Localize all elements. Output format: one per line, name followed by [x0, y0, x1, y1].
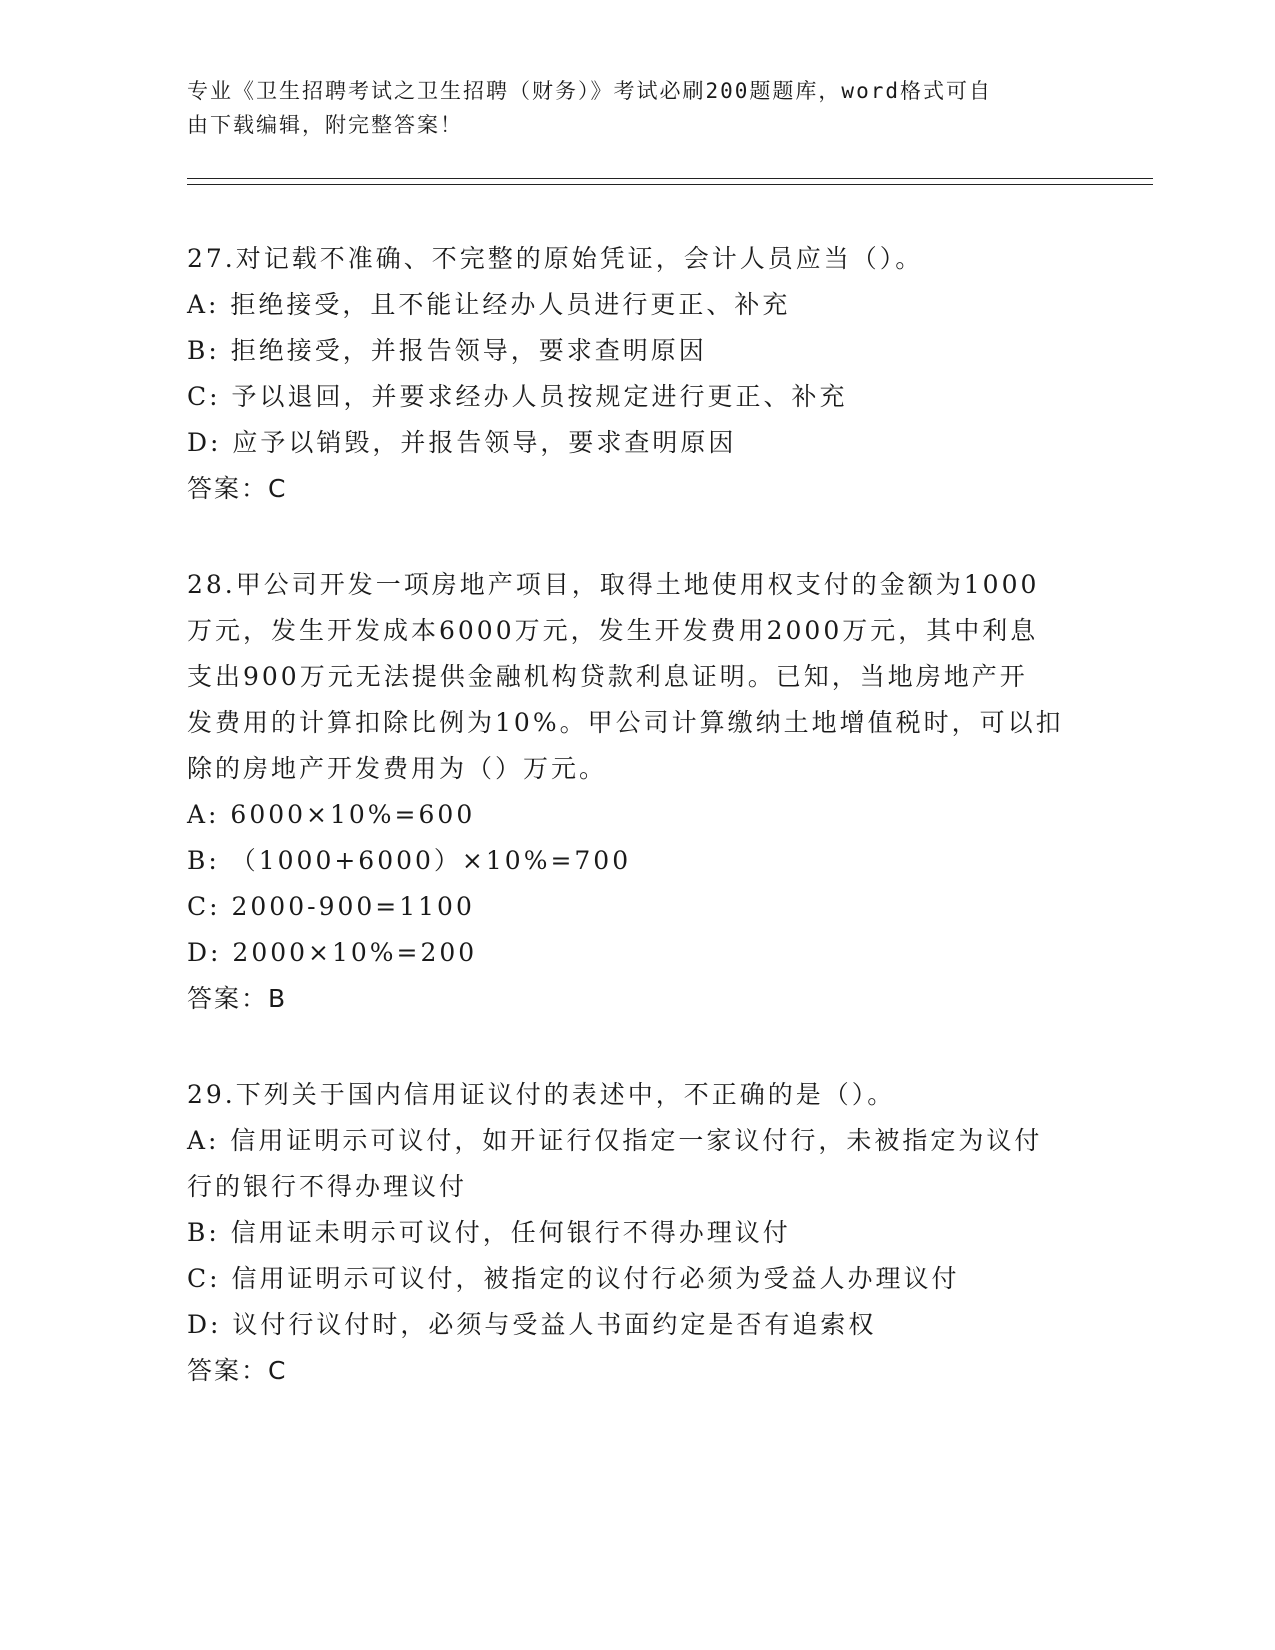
- option-b: B: 拒绝接受，并报告领导，要求查明原因: [187, 336, 707, 365]
- question-29: [187, 1072, 1087, 1394]
- answer: 答案：C: [187, 474, 288, 503]
- option-d: D: 应予以销毁，并报告领导，要求查明原因: [187, 428, 737, 457]
- question-stem: 万元，发生开发成本6000万元，发生开发费用2000万元，其中利息: [187, 616, 1039, 645]
- question-stem: 支出900万元无法提供金融机构贷款利息证明。已知，当地房地产开: [187, 662, 1028, 691]
- header-divider: [187, 178, 1153, 179]
- question-stem: 29.下列关于国内信用证议付的表述中，不正确的是（）。: [187, 1080, 896, 1109]
- header-divider: [187, 184, 1153, 185]
- option-d: D: 议付行议付时，必须与受益人书面约定是否有追索权: [187, 1310, 877, 1339]
- option-c: C: 予以退回，并要求经办人员按规定进行更正、补充: [187, 382, 848, 411]
- answer: 答案：B: [187, 984, 288, 1013]
- answer: 答案：C: [187, 1356, 288, 1385]
- document-header: [187, 74, 1087, 142]
- option-c: C: 2000-900=1100: [187, 892, 475, 921]
- question-stem: 发费用的计算扣除比例为10%。甲公司计算缴纳土地增值税时，可以扣: [187, 708, 1064, 737]
- option-b: B: 信用证未明示可议付，任何银行不得办理议付: [187, 1218, 791, 1247]
- question-list: [187, 236, 1087, 1444]
- option-b: B: （1000+6000）×10%=700: [187, 846, 632, 875]
- option-a: A: 信用证明示可议付，如开证行仅指定一家议付行，未被指定为议付: [187, 1126, 1043, 1155]
- option-a: A: 6000×10%=600: [187, 800, 476, 829]
- header-line: 专业《卫生招聘考试之卫生招聘（财务）》考试必刷200题题库，word格式可自: [187, 79, 992, 103]
- option-a: A: 拒绝接受，且不能让经办人员进行更正、补充: [187, 290, 791, 319]
- question-28: [187, 562, 1087, 1022]
- option-a-continued: 行的银行不得办理议付: [187, 1172, 468, 1201]
- question-stem: 27.对记载不准确、不完整的原始凭证，会计人员应当（）。: [187, 244, 924, 273]
- option-d: D: 2000×10%=200: [187, 938, 478, 967]
- question-stem: 28.甲公司开发一项房地产项目，取得土地使用权支付的金额为1000: [187, 570, 1040, 599]
- question-27: [187, 236, 1087, 512]
- question-stem: 除的房地产开发费用为（）万元。: [187, 754, 608, 783]
- option-c: C: 信用证明示可议付，被指定的议付行必须为受益人办理议付: [187, 1264, 960, 1293]
- header-line: 由下载编辑，附完整答案！: [187, 113, 463, 137]
